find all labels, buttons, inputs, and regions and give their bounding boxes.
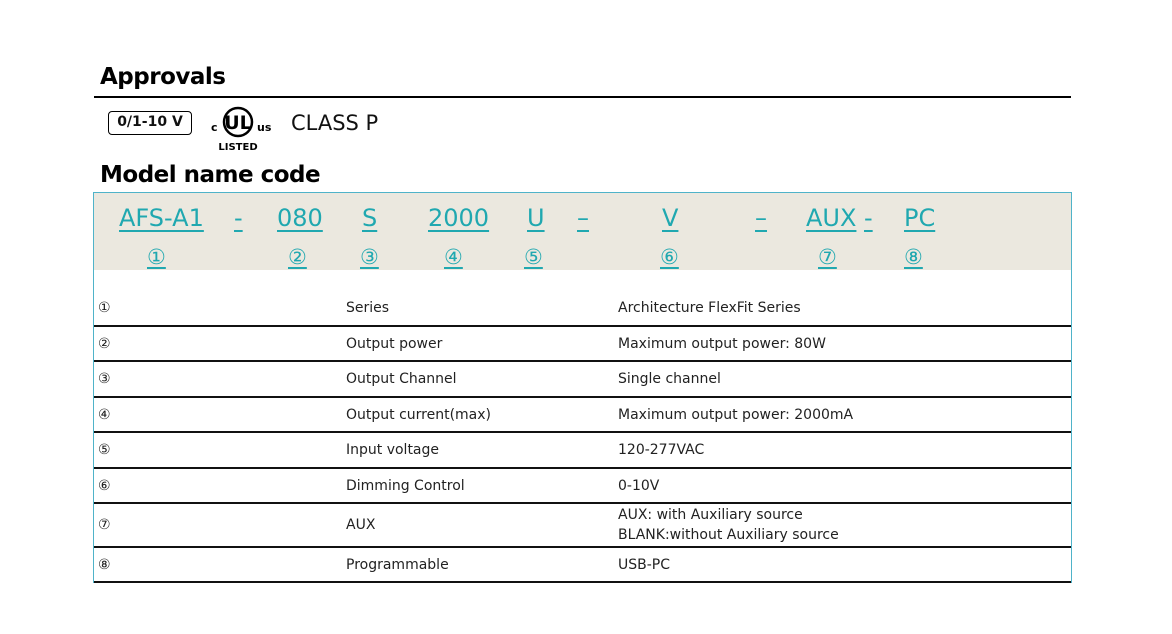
ul-listed-text: LISTED bbox=[218, 142, 258, 152]
code-segment-dash: – bbox=[577, 204, 589, 232]
ul-c-letter: c bbox=[211, 121, 218, 134]
row-item: Output current(max) bbox=[346, 407, 492, 423]
code-segment-dimming: V bbox=[662, 204, 679, 232]
row-divider bbox=[94, 581, 1071, 583]
row-number: ⑥ bbox=[98, 478, 111, 494]
row-divider bbox=[94, 546, 1071, 548]
row-item: Series bbox=[346, 300, 390, 316]
model-name-code-heading: Model name code bbox=[100, 162, 321, 188]
code-segment-dash: - bbox=[234, 204, 243, 232]
row-description: USB-PC bbox=[618, 557, 671, 573]
row-divider bbox=[94, 396, 1071, 398]
code-number-3: ③ bbox=[360, 245, 379, 269]
code-segment-programmable: PC bbox=[904, 204, 936, 232]
row-item: Input voltage bbox=[346, 442, 440, 458]
row-number: ⑤ bbox=[98, 442, 111, 458]
approvals-rule bbox=[94, 96, 1071, 98]
row-description: Architecture FlexFit Series bbox=[618, 300, 801, 316]
row-divider bbox=[94, 325, 1071, 327]
code-number-1: ① bbox=[147, 245, 166, 269]
row-description: Maximum output power: 80W bbox=[618, 336, 826, 352]
row-divider bbox=[94, 360, 1071, 362]
code-segment-power: 080 bbox=[277, 204, 323, 232]
code-number-4: ④ bbox=[444, 245, 463, 269]
row-number: ⑧ bbox=[98, 557, 111, 573]
code-number-8: ⑧ bbox=[904, 245, 923, 269]
row-description: Single channel bbox=[618, 371, 721, 387]
code-segment-dash: – bbox=[755, 204, 767, 232]
code-segment-aux: AUX bbox=[806, 204, 857, 232]
row-item: AUX bbox=[346, 517, 376, 533]
row-description: 120-277VAC bbox=[618, 442, 705, 458]
row-divider bbox=[94, 502, 1071, 504]
row-item: Dimming Control bbox=[346, 478, 465, 494]
code-segment-series: AFS-A1 bbox=[119, 204, 204, 232]
approvals-heading: Approvals bbox=[100, 64, 226, 90]
row-item: Output power bbox=[346, 336, 443, 352]
dimming-badge: 0/1-10 V bbox=[108, 111, 192, 135]
row-item: Output Channel bbox=[346, 371, 457, 387]
row-number: ② bbox=[98, 336, 111, 352]
row-number: ④ bbox=[98, 407, 111, 423]
code-number-5: ⑤ bbox=[524, 245, 543, 269]
code-segment-voltage: U bbox=[527, 204, 545, 232]
row-divider bbox=[94, 467, 1071, 469]
ul-listed-icon bbox=[208, 104, 276, 152]
row-description: AUX: with Auxiliary source bbox=[618, 507, 803, 523]
row-number: ⑦ bbox=[98, 517, 111, 533]
class-p-label: CLASS P bbox=[291, 111, 379, 135]
ul-us-letters: us bbox=[257, 121, 272, 134]
code-number-2: ② bbox=[288, 245, 307, 269]
row-description: 0-10V bbox=[618, 478, 660, 494]
code-segment-current: 2000 bbox=[428, 204, 490, 232]
code-segment-channel: S bbox=[362, 204, 378, 232]
row-number: ③ bbox=[98, 371, 111, 387]
code-number-6: ⑥ bbox=[660, 245, 679, 269]
row-description-line-2: BLANK:without Auxiliary source bbox=[618, 527, 839, 543]
ul-letters: UL bbox=[224, 112, 252, 134]
code-segment-dash: - bbox=[864, 204, 873, 232]
row-description: Maximum output power: 2000mA bbox=[618, 407, 854, 423]
code-number-7: ⑦ bbox=[818, 245, 837, 269]
row-divider bbox=[94, 431, 1071, 433]
row-number: ① bbox=[98, 300, 111, 316]
row-item: Programmable bbox=[346, 557, 449, 573]
